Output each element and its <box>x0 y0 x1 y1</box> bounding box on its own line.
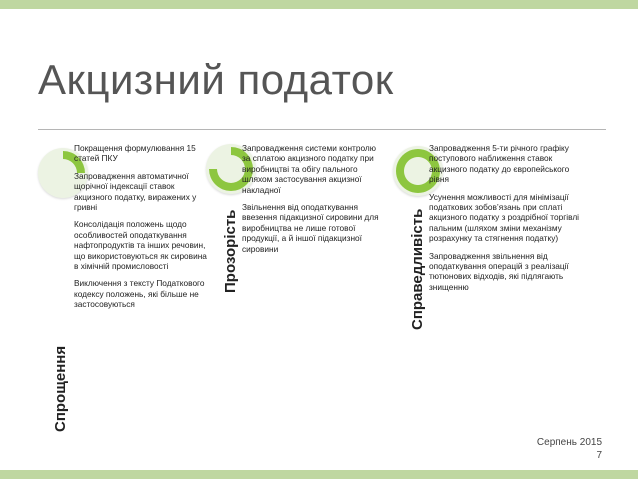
bullet-item: Запровадження 5-ти річного графіку поступового наближення ставок акцизного податку до європейського рівня <box>429 143 570 185</box>
top-accent-bar <box>0 0 638 9</box>
bullet-item: Покращення формулювання 15 статей ПКУ <box>74 143 196 164</box>
bullet-item: Запровадження автоматичної щорічної індексації ставок акцизного податку, виражених у гривні <box>74 170 197 213</box>
column-label: Спрощення <box>52 345 69 432</box>
title-divider <box>38 129 606 130</box>
bullet-list <box>429 143 589 299</box>
bullet-item: Виключення з тексту Податкового кодексу положень, які більше не застосовуються <box>74 278 205 310</box>
footer-date: Серпень 2015 <box>536 437 602 448</box>
bullet-item: Усунення можливості для мінімізації податкових зобов’язань при сплаті акцизного податку з роздрібної торгівлі пальним (шляхом зміни механізму розрахунку та стягнення податку) <box>429 191 579 244</box>
column-label: Справедливість <box>409 208 426 330</box>
bullet-item: Запровадження звільнення від оподаткування операцій з реалізації тютюнових відходів, які підлягають знищенню <box>429 250 569 292</box>
bullet-item: Запровадження системи контролю за сплатою акцизного податку при виробництві та обігу пального шляхом застосування акцизної накладної <box>242 143 376 195</box>
bullet-item: Консолідація положень щодо особливостей оподаткування нафтопродуктів та інших речовин, що використовуються як сировина в хімічній промисловості <box>74 219 207 272</box>
page-number: 7 <box>596 450 602 461</box>
bullet-list <box>242 143 382 261</box>
slide-title: Акцизний податок <box>38 56 394 103</box>
bullet-list <box>74 143 209 317</box>
bottom-accent-bar <box>0 470 638 479</box>
bullet-item: Звільнення від оподаткування ввезення підакцизної сировини для виробництва не лише готової продукції, а й іншої підакцизної сировини <box>242 202 379 254</box>
column-label: Прозорість <box>222 209 239 293</box>
